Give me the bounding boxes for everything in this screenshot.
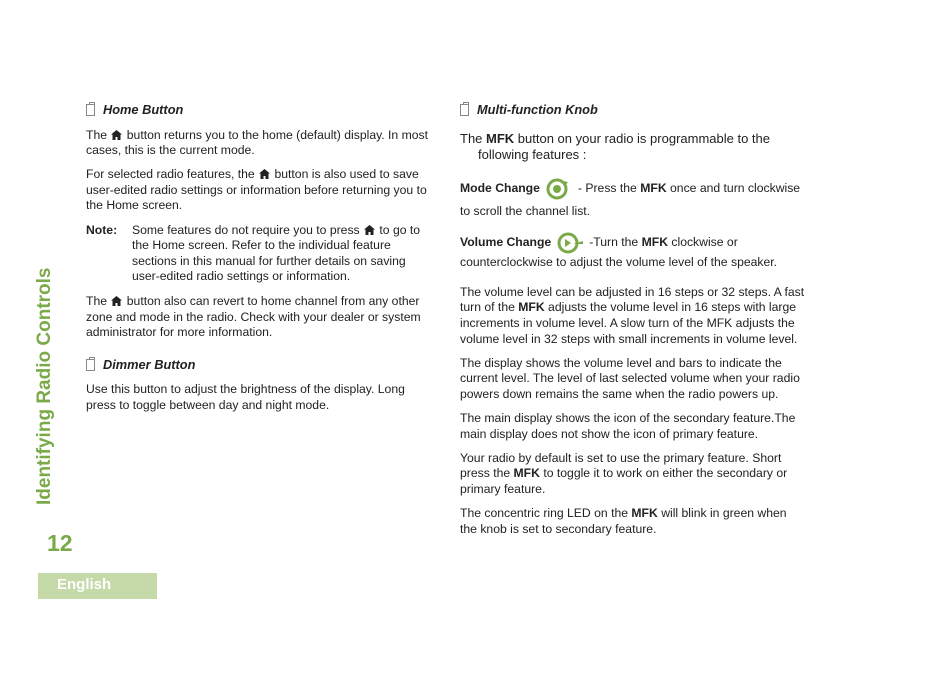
- home-icon: [111, 130, 122, 140]
- led-paragraph: The concentric ring LED on the MFK will blink in green when the knob is set to secondary feature.: [460, 505, 787, 536]
- page-number: 12: [47, 530, 73, 556]
- home-icon: [259, 169, 270, 179]
- home-button-heading: Home Button: [86, 102, 428, 118]
- mfk-intro: The MFK button on your radio is programmable to the following features :: [460, 130, 770, 162]
- multi-function-knob-heading: Multi-function Knob: [460, 102, 805, 118]
- mode-change-feature: [460, 178, 805, 220]
- volume-change-text-cont: counterclockwise to adjust the volume level of the speaker.: [460, 255, 778, 270]
- secondary-feature-paragraph: The main display shows the icon of the secondary feature.The main display does not show the icon of primary feature.: [460, 410, 796, 441]
- volume-change-feature: [460, 232, 805, 271]
- home-paragraph-2: For selected radio features, the button is also used to save user-edited radio settings or information before returning you to the Home screen.: [86, 167, 427, 213]
- home-icon: [111, 296, 122, 306]
- mode-change-knob-icon: [546, 178, 572, 200]
- volume-change-text: -Turn the MFK clockwise or: [589, 235, 738, 250]
- section-side-title: Identifying Radio Controls: [34, 267, 55, 505]
- document-icon: [86, 104, 95, 116]
- dimmer-button-heading: Dimmer Button: [86, 357, 428, 373]
- home-icon: [364, 225, 375, 235]
- volume-display-paragraph: The display shows the volume level and bars to indicate the current level. The level of last selected volume when your radio powers down remains the same when the radio powers up.: [460, 355, 800, 401]
- primary-feature-paragraph: Your radio by default is set to use the primary feature. Short press the MFK to toggle it to work on either the secondary or primary feature.: [460, 450, 788, 496]
- home-paragraph-1: The button returns you to the home (default) display. In most cases, this is the current mode.: [86, 127, 429, 158]
- mode-change-text: - Press the MFK once and turn clockwise: [577, 180, 801, 195]
- mode-change-label: Mode Change: [460, 180, 540, 195]
- mode-change-text-cont: to scroll the channel list.: [460, 203, 591, 218]
- note-block: [86, 223, 428, 285]
- volume-change-label: Volume Change: [460, 235, 552, 250]
- document-icon: [460, 104, 469, 116]
- right-column: [460, 102, 805, 546]
- dimmer-paragraph: Use this button to adjust the brightness of the display. Long press to toggle between day and night mode.: [86, 382, 405, 412]
- note-label: Note:: [86, 222, 118, 237]
- home-paragraph-3: The button also can revert to home channel from any other zone and mode in the radio. Check with your dealer or system administrator for more information.: [86, 293, 421, 340]
- volume-steps-paragraph: The volume level can be adjusted in 16 steps or 32 steps. A fast turn of the MFK adjusts the volume level in 16 steps with large increments in volume level. A slow turn of the MFK adjusts the volume level in 32 steps with small increments in volume level.: [460, 284, 805, 346]
- left-column: [86, 102, 428, 422]
- volume-change-knob-icon: [557, 232, 583, 254]
- note-text: Some features do not require you to press to go to the Home screen. Refer to the individual feature sections in this manual for further details on saving user-edited radio settings or information.: [132, 222, 421, 284]
- document-icon: [86, 359, 95, 371]
- language-tab: English: [38, 573, 157, 599]
